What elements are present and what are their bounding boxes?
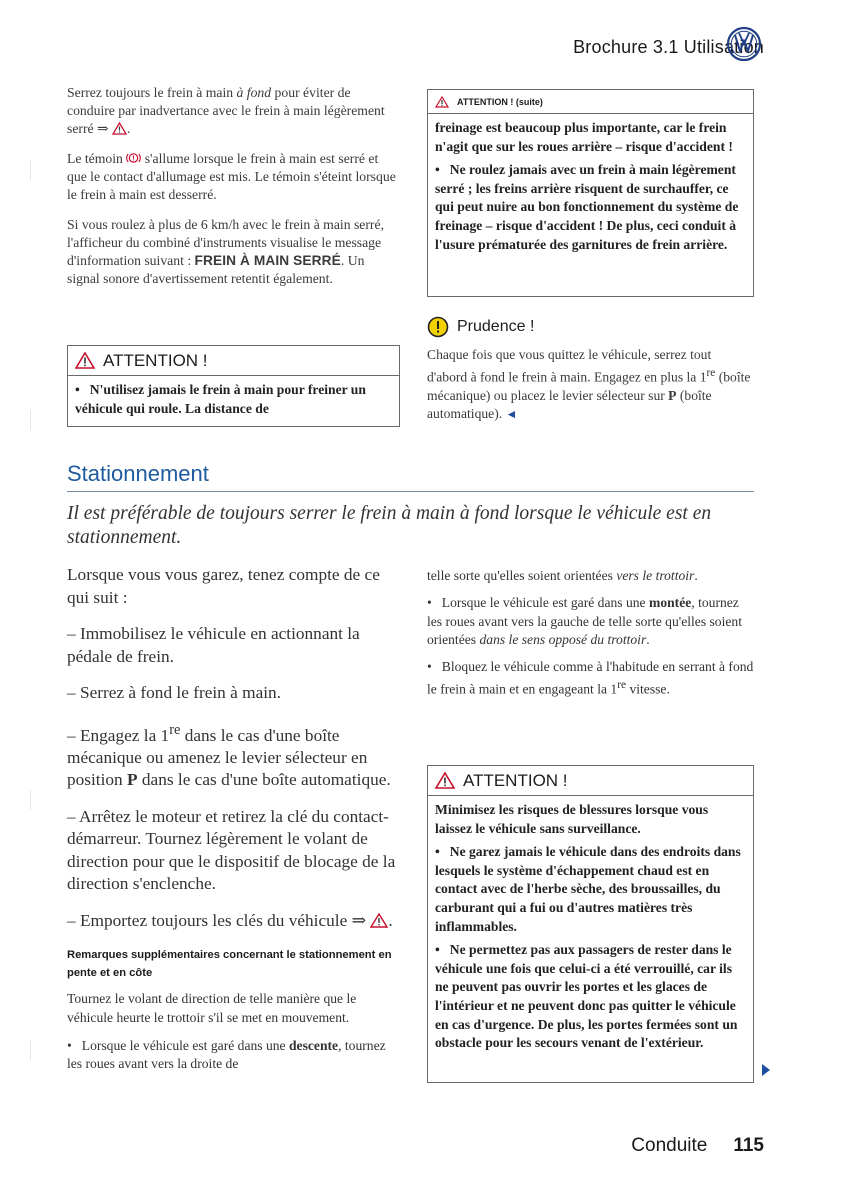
- page-footer: [631, 1135, 764, 1157]
- paragraph: Le témoin s'allume lorsque le frein à main est serré et que le contact d'allumage est mis. Le témoin s'éteint lorsque le frein à main est desserré.: [67, 151, 396, 202]
- vw-logo-icon: [726, 26, 762, 62]
- warning-triangle-icon: [435, 96, 449, 108]
- attention-text: • N'utilisez jamais le frein à main pour freiner un véhicule qui roule. La distance de: [75, 381, 392, 418]
- attention-text: freinage est beaucoup plus importante, car le frein n'agit que sur les roues arrière – risque d'accident !: [435, 120, 733, 154]
- warning-triangle-icon: [370, 913, 388, 928]
- paragraph: Si vous roulez à plus de 6 km/h avec le frein à main serré, l'afficheur du combiné d'instruments visualise le message d'information suivant : FREIN À MAIN SERRÉ. Un signal sonore d'avertissement retentit également.: [67, 217, 384, 286]
- attention-header: [428, 766, 753, 796]
- attention-body: [428, 796, 753, 1062]
- attention-body: [68, 376, 399, 427]
- binding-mark: [30, 1040, 40, 1060]
- attention-box: [67, 345, 400, 427]
- page-number: 115: [733, 1135, 764, 1156]
- header-title: Brochure 3.1 Utilisation: [573, 36, 764, 57]
- attention-text: • Ne garez jamais le véhicule dans des endroits dans lesquels le système d'échappement chaud est en contact avec de l'herbe sèche, des broussailles, du carburant qui a fui ou d'autres matières très inflammables.: [435, 843, 746, 936]
- binding-mark: [30, 790, 40, 810]
- section-divider: [67, 491, 754, 492]
- section-intro: Il est préférable de toujours serrer le frein à main à fond lorsque le véhicule est en stationnement.: [67, 503, 712, 548]
- paragraph: • Lorsque le véhicule est garé dans une descente, tournez les roues avant vers la droite de: [67, 1037, 400, 1074]
- attention-title: ATTENTION !: [103, 350, 208, 370]
- step: – Engagez la 1re dans le cas d'une boîte mécanique ou amenez le levier sélecteur en position P dans le cas d'une boîte automatique.: [67, 721, 391, 790]
- attention-text: • Ne roulez jamais avec un frein à main légèrement serré ; les freins arrière risquent de surchauffer, ce qui peut nuire au bon fonctionnement du système de freinage – risque d'accident ! De plus, ceci conduit à l'usure prématurée des garnitures de frein arrière.: [435, 161, 746, 254]
- prudence-notice: [427, 316, 754, 424]
- attention-text: • Ne permettez pas aux passagers de rester dans le véhicule une fois que celui-ci a été verrouillé, car ils ne peuvent pas ouvrir les portes et les glaces de l'intérieur et ne peuvent donc pas quitter le véhicule en cas d'urgence. De plus, les portes fermées sont un obstacle pour les secours venant de l'extérieur.: [435, 941, 746, 1053]
- prudence-title: Prudence !: [457, 317, 535, 335]
- step: – Arrêtez le moteur et retirez la clé du contact-démarreur. Tournez légèrement le volant de direction pour que le dispositif de blocage de la direction s'enclenche.: [67, 806, 396, 894]
- binding-mark: [30, 160, 40, 180]
- binding-mark: [30, 410, 40, 430]
- section-title: Stationnement: [67, 461, 209, 486]
- attention-box: [427, 765, 754, 1083]
- chapter-name: Conduite: [631, 1135, 708, 1156]
- end-of-section-icon: ◄: [505, 407, 518, 422]
- brake-warning-lamp-icon: [126, 152, 141, 164]
- continued-arrow-icon: [762, 1064, 770, 1076]
- attention-continued-box: [427, 89, 754, 297]
- paragraph: • Bloquez le véhicule comme à l'habitude en serrant à fond le frein à main et en engageant la 1re vitesse.: [427, 658, 754, 699]
- paragraph: Tournez le volant de direction de telle manière que le véhicule heurte le trottoir s'il se met en mouvement.: [67, 991, 357, 1025]
- step: – Serrez à fond le frein à main.: [67, 683, 281, 702]
- right-main-column: [427, 567, 754, 708]
- paragraph: telle sorte qu'elles soient orientées vers le trottoir.: [427, 568, 698, 583]
- paragraph: Serrez toujours le frein à main à fond pour éviter de conduire par inadvertance avec le frein à main légèrement serré ⇒ .: [67, 85, 385, 136]
- attention-header: [428, 90, 753, 114]
- caution-circle-icon: [427, 316, 449, 338]
- attention-title: ATTENTION ! (suite): [457, 96, 543, 107]
- paragraph: Lorsque vous vous garez, tenez compte de ce qui suit :: [67, 565, 380, 607]
- subheading: Remarques supplémentaires concernant le stationnement en pente et en côte: [67, 949, 392, 980]
- top-left-column: [67, 84, 400, 300]
- step: – Immobilisez le véhicule en actionnant la pédale de frein.: [67, 624, 360, 666]
- attention-text: Minimisez les risques de blessures lorsque vous laissez le véhicule sans surveillance.: [435, 802, 709, 836]
- left-main-column: [67, 564, 400, 1083]
- attention-body: [428, 114, 753, 263]
- attention-header: [68, 346, 399, 376]
- warning-triangle-icon: [112, 122, 127, 135]
- prudence-text: Chaque fois que vous quittez le véhicule, serrez tout d'abord à fond le frein à main. Engagez en plus la 1re (boîte mécanique) ou placez le levier sélecteur sur P (boîte automatique). ◄: [427, 347, 751, 422]
- warning-triangle-icon: [75, 352, 95, 369]
- step: – Emportez toujours les clés du véhicule ⇒ .: [67, 910, 393, 930]
- paragraph: • Lorsque le véhicule est garé dans une montée, tournez les roues avant vers la gauche de telle sorte qu'elles soient orientées dans le sens opposé du trottoir.: [427, 594, 754, 649]
- attention-title: ATTENTION !: [463, 770, 568, 790]
- warning-triangle-icon: [435, 772, 455, 789]
- prudence-header: [427, 316, 754, 338]
